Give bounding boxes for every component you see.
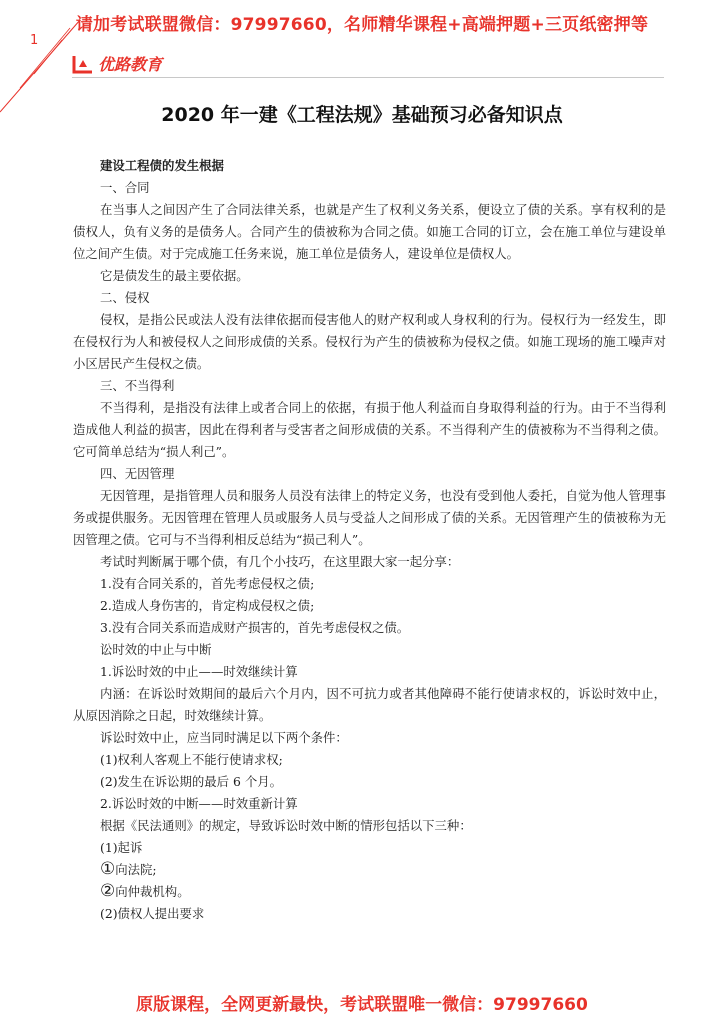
- circled-number-1: ①: [100, 859, 116, 879]
- list-item: 3.没有合同关系而造成财产损害的，首先考虑侵权之债。: [100, 620, 410, 635]
- list-item: [100, 859, 666, 881]
- list-item: (1)权利人客观上不能行使请求权;: [100, 752, 283, 767]
- document-body: [73, 155, 666, 925]
- paragraph: 它是债发生的最主要依据。: [100, 268, 249, 283]
- list-item: (2)债权人提出要求: [100, 906, 205, 921]
- subsection-title: 讼时效的中止与中断: [100, 642, 212, 657]
- bottom-promo-banner: 原版课程，全网更新最快，考试联盟唯一微信：97997660: [136, 995, 588, 1015]
- list-item-text: 向法院;: [115, 862, 157, 877]
- subsection-title: 四、无因管理: [100, 466, 175, 481]
- header-divider: [72, 77, 664, 78]
- list-item: (1)起诉: [100, 840, 143, 855]
- list-item: 2.造成人身伤害的，肯定构成侵权之债;: [100, 598, 315, 613]
- tips-intro: 考试时判断属于哪个债，有几个小技巧，在这里跟大家一起分享：: [100, 554, 460, 569]
- section-heading: 建设工程债的发生根据: [100, 158, 224, 173]
- subsection-title: 二、侵权: [100, 290, 150, 305]
- circled-number-2: ②: [100, 881, 116, 901]
- subsection-title: 2.诉讼时效的中断——时效重新计算: [100, 796, 298, 811]
- paragraph: 诉讼时效中止，应当同时满足以下两个条件：: [100, 730, 348, 745]
- top-promo-banner: 请加考试联盟微信：97997660，名师精华课程+高端押题+三页纸密押等: [75, 15, 649, 35]
- list-item: 1.没有合同关系的，首先考虑侵权之债;: [100, 576, 315, 591]
- paragraph: 不当得利，是指没有法律上或者合同上的依据，有损于他人利益而自身取得利益的行为。由于不当得利造成他人利益的损害，因此在得利者与受害者之间形成债的关系。不当得利产生的债被称为不当得利之债。它可简单总结为“损人利己”。: [73, 400, 666, 459]
- subsection-title: 1.诉讼时效的中止——时效继续计算: [100, 664, 298, 679]
- subsection-title: 三、不当得利: [100, 378, 175, 393]
- subsection-title: 一、合同: [100, 180, 150, 195]
- paragraph: 无因管理，是指管理人员和服务人员没有法律上的特定义务，也没有受到他人委托，自觉为他人管理事务或提供服务。无因管理在管理人员或服务人员与受益人之间形成了债的关系。无因管理产生的债被称为无因管理之债。它可与不当得利相反总结为“损己利人”。: [73, 488, 666, 547]
- paragraph: 内涵：在诉讼时效期间的最后六个月内，因不可抗力或者其他障碍不能行使请求权的，诉讼时效中止，从原因消除之日起，时效继续计算。: [73, 686, 666, 723]
- brand-logo: [72, 52, 162, 75]
- document-title: 2020 年一建《工程法规》基础预习必备知识点: [161, 104, 563, 126]
- brand-logo-text: 优路教育: [98, 55, 163, 74]
- paragraph: 在当事人之间因产生了合同法律关系，也就是产生了权利义务关系，便设立了债的关系。享有权利的是债权人，负有义务的是债务人。合同产生的债被称为合同之债。如施工合同的订立，会在施工单位与建设单位之间产生债。对于完成施工任务来说，施工单位是债务人，建设单位是债权人。: [73, 202, 666, 261]
- paragraph: 根据《民法通则》的规定，导致诉讼时效中断的情形包括以下三种：: [100, 818, 472, 833]
- brand-logo-icon: [72, 54, 94, 74]
- page-number: 1: [30, 33, 39, 48]
- list-item-text: 向仲裁机构。: [115, 884, 190, 899]
- paragraph: 侵权，是指公民或法人没有法律依据而侵害他人的财产权利或人身权利的行为。侵权行为一经发生，即在侵权行为人和被侵权人之间形成债的关系。侵权行为产生的债被称为侵权之债。如施工现场的施工噪声对小区居民产生侵权之债。: [73, 312, 666, 371]
- list-item: [100, 881, 666, 903]
- list-item: (2)发生在诉讼期的最后 6 个月。: [100, 774, 282, 789]
